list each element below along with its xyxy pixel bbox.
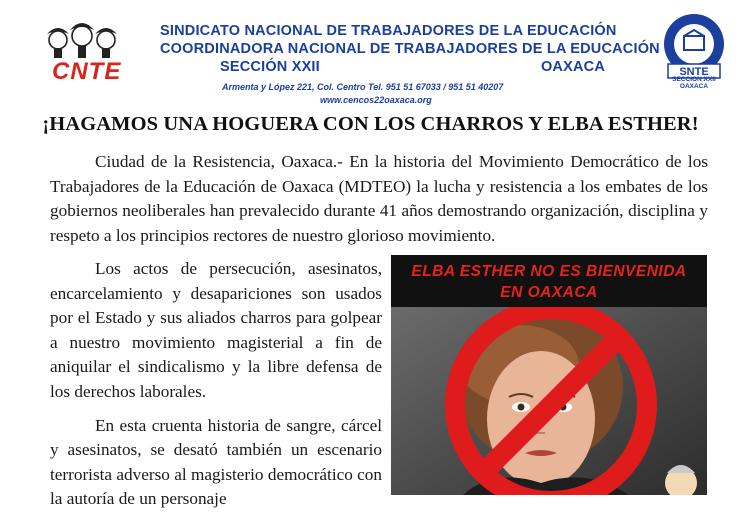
snte-emblem-icon (654, 12, 734, 84)
letterhead (0, 0, 741, 110)
left-column (50, 257, 382, 521)
image-banner (391, 255, 707, 307)
cnte-logo-text: CNTE (52, 58, 122, 85)
letterhead-titles (160, 22, 660, 76)
contact-info: Armenta y López 221, Col. Centro Tel. 951 51 67033 / 951 51 40207 (222, 82, 504, 92)
snte-section-number: SECCION XXII (672, 76, 716, 83)
coordinator-name: COORDINADORA NACIONAL DE TRABAJADORES DE LA EDUCACIÓN (160, 41, 660, 57)
banner-line-2: EN OAXACA (500, 284, 598, 301)
snte-logo-text: SNTE (679, 66, 709, 78)
portrait-with-prohibition-sign (391, 307, 707, 495)
snte-section-label (654, 76, 734, 90)
cnte-logo (40, 20, 128, 88)
paragraph-persecution: Los actos de persecución, asesinatos, encarcelamiento y desapariciones son usados por el Estado y sus aliados charros para golpear a nuestro movimiento magisterial a fin de aniquilar el sindicalismo y la libre defensa de los derechos laborales. (50, 259, 382, 401)
paragraph-history: En esta cruenta historia de sangre, cárcel y asesinatos, se desató también un escenario terrorista adverso al magisterio democrático con la autoría de un personaje (50, 415, 382, 509)
union-name: SINDICATO NACIONAL DE TRABAJADORES DE LA EDUCACIÓN (160, 23, 617, 39)
section-line (160, 58, 605, 76)
banner-line-1: ELBA ESTHER NO ES BIENVENIDA (411, 263, 687, 280)
snte-section-state: OAXACA (679, 83, 709, 90)
intro-paragraph: Ciudad de la Resistencia, Oaxaca.- En la historia del Movimiento Democrático de los Trabajadores de la Educación de Oaxaca (MDTEO) la lucha y resistencia a los embates de los gobiernos neoliberales han prevalecido durante 41 años demostrando organización, disciplina y respeto a los principios rectores de nuestro glorioso movimiento. (50, 152, 708, 245)
section-number: SECCIÓN XXII (220, 59, 320, 75)
section-state: OAXACA (540, 59, 605, 75)
protest-image (391, 255, 707, 495)
article-headline: ¡HAGAMOS UNA HOGUERA CON LOS CHARROS Y ELBA ESTHER! (42, 113, 699, 135)
cnte-faces-icon (44, 20, 124, 60)
website-link[interactable]: www.cencos22oaxaca.org (320, 95, 432, 105)
